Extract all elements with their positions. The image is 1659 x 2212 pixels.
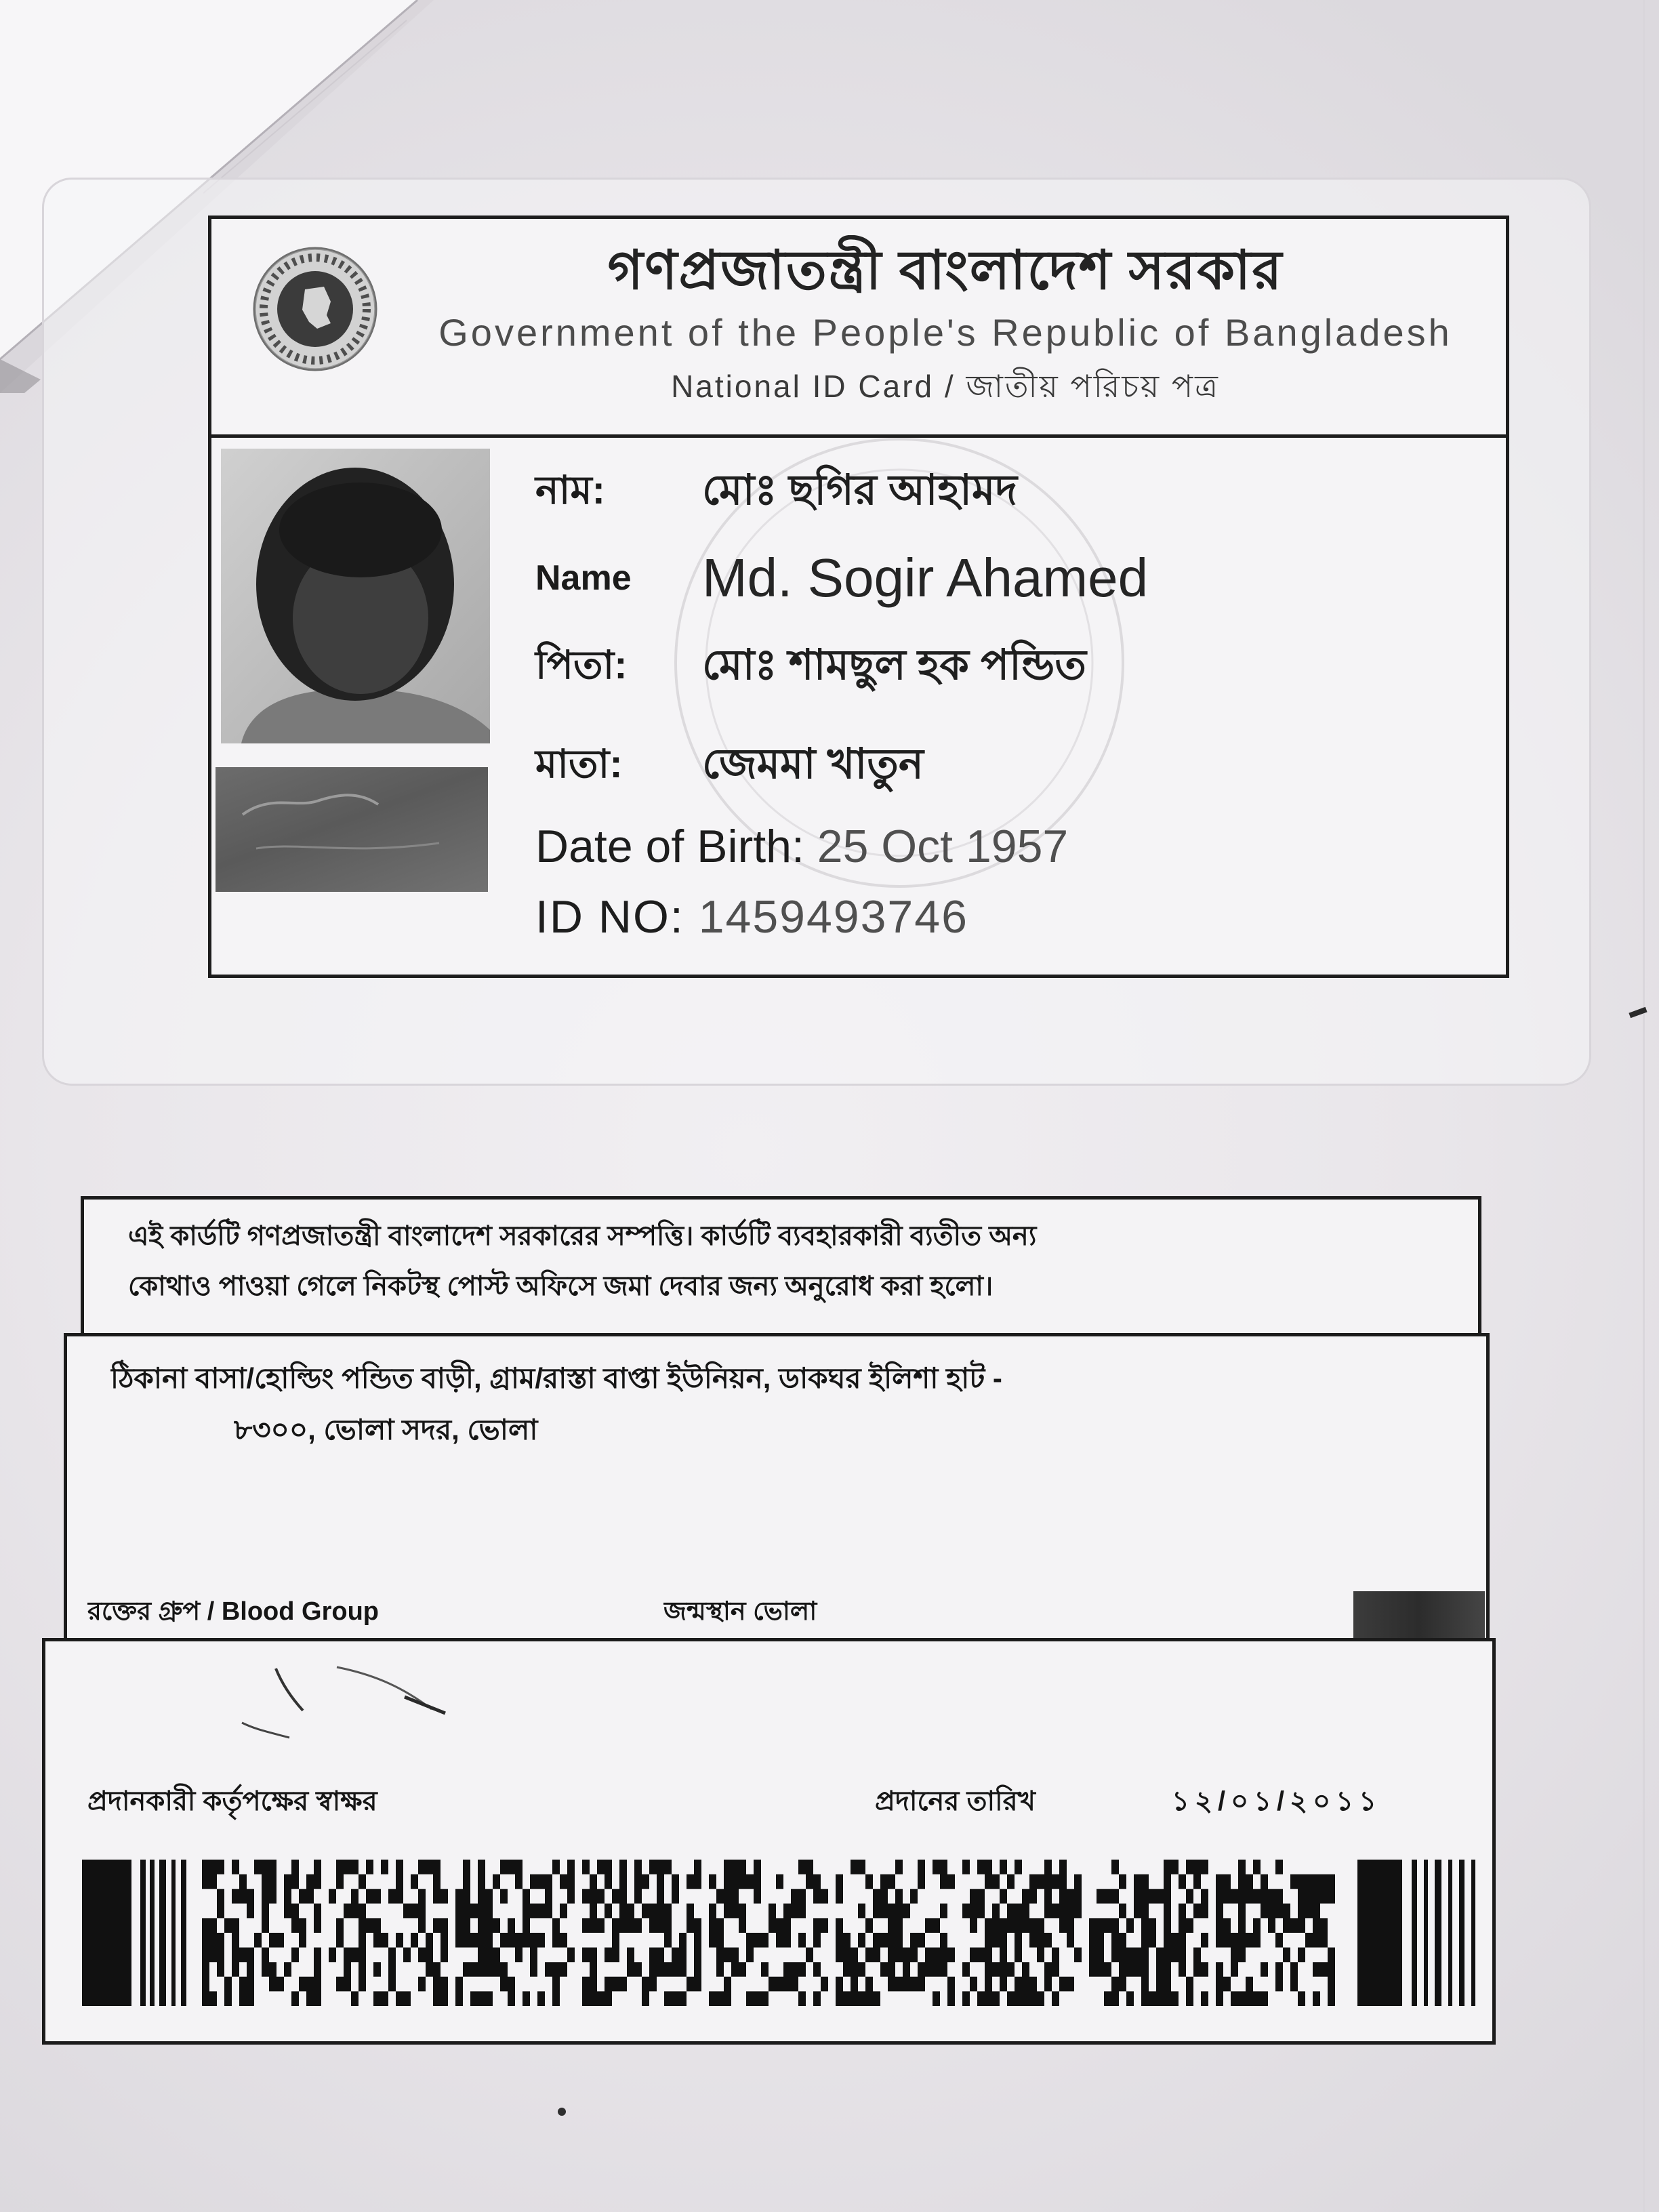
header-title-bengali: গণপ্রজাতন্ত্রী বাংলাদেশ সরকার: [607, 240, 1284, 300]
holder-signature-strip: [216, 767, 488, 892]
back-notice-box: [81, 1196, 1481, 1336]
card-type-label: National ID Card / জাতীয় পরিচয় পত্র: [671, 369, 1220, 404]
nid-front-card: [208, 216, 1509, 978]
blood-group-redacted-block: [1353, 1591, 1485, 1638]
holder-signature-mark: [216, 767, 488, 892]
issuer-signature-mark: [201, 1662, 554, 1777]
mother-name-value: জেমমা খাতুন: [702, 741, 924, 787]
name-english-label: Name: [535, 558, 632, 598]
address-line-2: ৮৩০০, ভোলা সদর, ভোলা: [234, 1414, 538, 1446]
birthplace-value: জন্মস্থান ভোলা: [663, 1597, 817, 1626]
government-emblem-icon: [251, 245, 380, 373]
name-bengali-label: নাম:: [535, 468, 605, 512]
barcode-stop-pattern: [1357, 1860, 1475, 2006]
holder-photo: [221, 449, 490, 743]
name-bengali-value: মোঃ ছগির আহামদ: [702, 467, 1017, 514]
pdf417-barcode: [82, 1860, 1481, 2006]
issue-date-value: ১২/০১/২০১১: [1172, 1786, 1382, 1816]
back-issuer-box: [42, 1638, 1496, 2045]
id-number-value: 1459493746: [698, 891, 968, 943]
father-name-value: মোঃ শামছুল হক পন্ডিত: [702, 642, 1086, 689]
stray-dot: [558, 2108, 566, 2116]
name-english-value: Md. Sogir Ahamed: [702, 548, 1149, 608]
mother-label: মাতা:: [535, 742, 623, 786]
father-label: পিতা:: [535, 643, 628, 687]
blood-group-label: রক্তের গ্রুপ / Blood Group: [87, 1597, 380, 1626]
notice-line-1: এই কার্ডটি গণপ্রজাতন্ত্রী বাংলাদেশ সরকারের সম্পত্তি। কার্ডটি ব্যবহারকারী ব্যতীত অন্য: [128, 1221, 1037, 1251]
id-number-row: [535, 886, 968, 947]
barcode-start-pattern: [82, 1860, 186, 2006]
front-header: [211, 219, 1506, 438]
issue-date-label: প্রদানের তারিখ: [875, 1786, 1036, 1816]
date-of-birth-row: [535, 816, 1068, 877]
notice-line-2: কোথাও পাওয়া গেলে নিকটস্থ পোস্ট অফিসে জমা দেবার জন্য অনুরোধ করা হলো।: [128, 1271, 994, 1301]
header-title-english: Government of the People's Republic of Bangladesh: [438, 311, 1452, 354]
back-address-box: [64, 1333, 1490, 1641]
address-line-1: ঠিকানা বাসা/হোল্ডিং পন্ডিত বাড়ী, গ্রাম/রাস্তা বাপ্তা ইউনিয়ন, ডাকঘর ইলিশা হাট -: [110, 1362, 1002, 1394]
date-of-birth-label: Date of Birth:: [535, 821, 804, 872]
paper-edge: [1643, 0, 1645, 2212]
date-of-birth-value: 25 Oct 1957: [817, 821, 1069, 872]
barcode-data-modules: [202, 1860, 1335, 2006]
id-number-label: ID NO:: [535, 891, 684, 943]
issuer-signature-label: প্রদানকারী কর্তৃপক্ষের স্বাক্ষর: [87, 1786, 377, 1816]
